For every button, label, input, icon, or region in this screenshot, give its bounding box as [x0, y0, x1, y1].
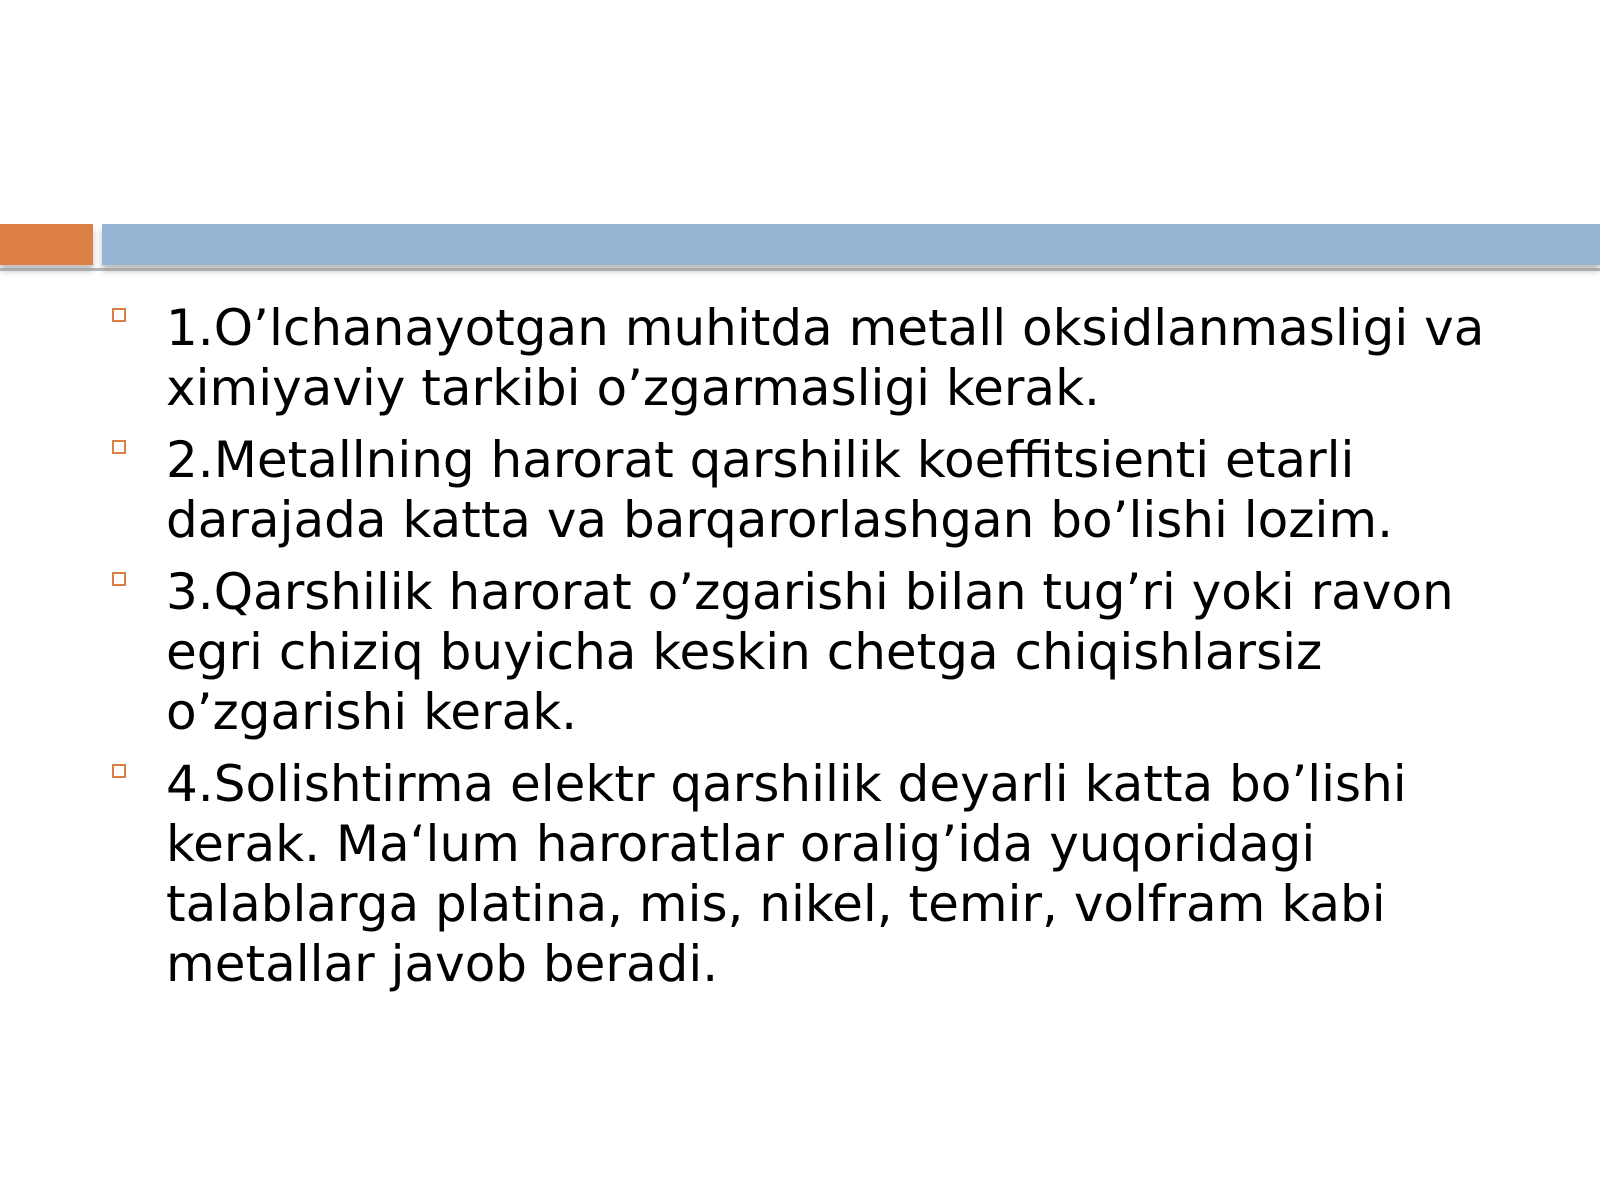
- header-band-blue: [102, 224, 1600, 265]
- list-item: [112, 430, 1512, 550]
- square-bullet-icon: [112, 440, 126, 454]
- list-item: [112, 562, 1512, 742]
- square-bullet-icon: [112, 572, 126, 586]
- bullet-text: 2.Metallning harorat qarshilik koeffitsienti etarli darajada katta va barqarorlashgan bo’lishi lozim.: [166, 431, 1393, 549]
- bullet-text: 4.Solishtirma elektr qarshilik deyarli katta bo’lishi kerak. Ma‘lum haroratlar oralig’ida yuqoridagi talablarga platina, mis, nikel, temir, volfram kabi metallar javob beradi.: [166, 755, 1407, 993]
- bullet-text: 3.Qarshilik harorat o’zgarishi bilan tug’ri yoki ravon egri chiziq buyicha keskin chetga chiqishlarsiz o’zgarishi kerak.: [166, 563, 1454, 741]
- header-band-orange: [0, 224, 93, 265]
- square-bullet-icon: [112, 308, 126, 322]
- bullet-list: [112, 298, 1512, 994]
- list-item: [112, 754, 1512, 994]
- bullet-text: 1.O’lchanayotgan muhitda metall oksidlanmasligi va ximiyaviy tarkibi o’zgarmasligi kerak.: [166, 299, 1485, 417]
- header-divider-line: [0, 268, 1600, 271]
- square-bullet-icon: [112, 764, 126, 778]
- slide-body: [112, 298, 1512, 1006]
- list-item: [112, 298, 1512, 418]
